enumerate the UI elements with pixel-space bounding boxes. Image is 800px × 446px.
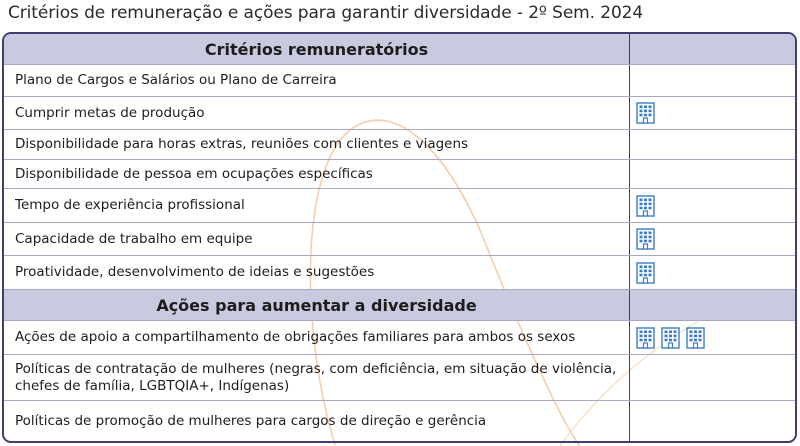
page-title: Critérios de remuneração e ações para garantir diversidade - 2º Sem. 2024: [8, 3, 644, 23]
building-icon: [636, 102, 655, 124]
section-header-label: Critérios remuneratórios: [4, 34, 630, 64]
row-label: Capacidade de trabalho em equipe: [4, 223, 630, 255]
row-icons-cell: [630, 223, 795, 255]
section-header-label: Ações para aumentar a diversidade: [4, 290, 630, 320]
row-icons-cell: [630, 130, 795, 159]
row-label: Políticas de contratação de mulheres (negras, com deficiência, em situação de violência, chefes de família, LGBTQIA+, Indígenas): [4, 355, 630, 400]
row-icons-cell: [630, 189, 795, 222]
criteria-table: [2, 32, 797, 443]
building-icon: [686, 327, 705, 349]
row-label: Políticas de promoção de mulheres para cargos de direção e gerência: [4, 401, 630, 441]
row-label: Cumprir metas de produção: [4, 97, 630, 129]
row-label: Ações de apoio a compartilhamento de obrigações familiares para ambos os sexos: [4, 321, 630, 354]
row-icons-cell: [630, 256, 795, 289]
section-header-blank-cell: [630, 290, 795, 320]
row-icons-cell: [630, 65, 795, 96]
row-label: Plano de Cargos e Salários ou Plano de Carreira: [4, 65, 630, 96]
table-row: [4, 256, 795, 290]
section-header-blank-cell: [630, 34, 795, 64]
building-icon: [636, 228, 655, 250]
row-icons-cell: [630, 401, 795, 441]
building-icon: [636, 262, 655, 284]
row-label: Disponibilidade para horas extras, reuniões com clientes e viagens: [4, 130, 630, 159]
table-row: [4, 355, 795, 401]
row-icons-cell: [630, 97, 795, 129]
building-icon: [661, 327, 680, 349]
row-label: Proatividade, desenvolvimento de ideias e sugestões: [4, 256, 630, 289]
row-icons-cell: [630, 355, 795, 400]
table-row: [4, 401, 795, 441]
row-icons-cell: [630, 160, 795, 188]
section-header: [4, 290, 795, 321]
row-label: Tempo de experiência profissional: [4, 189, 630, 222]
table-row: [4, 321, 795, 355]
table-row: [4, 65, 795, 97]
section-header: [4, 34, 795, 65]
building-icon: [636, 327, 655, 349]
table-row: [4, 189, 795, 223]
building-icon: [636, 195, 655, 217]
table-row: [4, 97, 795, 130]
row-label: Disponibilidade de pessoa em ocupações específicas: [4, 160, 630, 188]
table-row: [4, 160, 795, 189]
table-row: [4, 223, 795, 256]
row-icons-cell: [630, 321, 795, 354]
table-row: [4, 130, 795, 160]
